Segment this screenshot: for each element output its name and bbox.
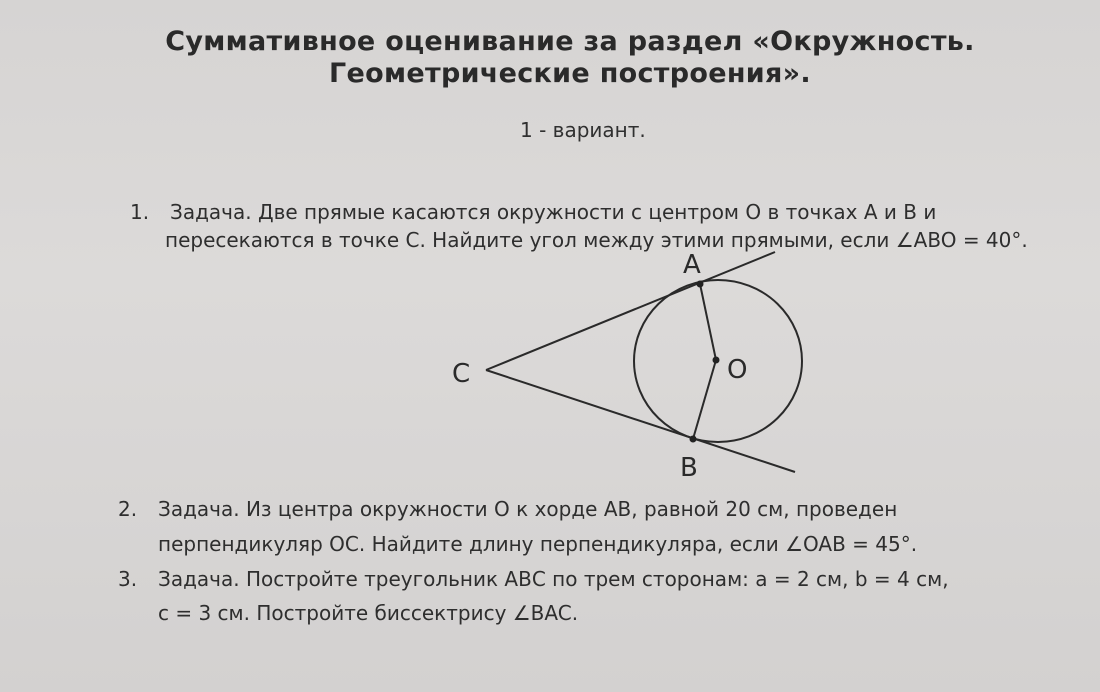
task-2-line-1: Задача. Из центра окружности О к хорде АВ, равной 20 см, проведен [158,497,898,521]
task-2-number: 2. [118,497,138,521]
task-3-line-2: c = 3 см. Постройте биссектрису ∠BAC. [158,601,579,625]
title-line-2: Геометрические построения». [329,58,811,89]
tangent-line-cb [486,370,795,472]
tangent-line-ca [486,252,775,370]
task-3-line-1: Задача. Постройте треугольник АВС по трем сторонам: a = 2 см, b = 4 см, [158,567,949,591]
label-c: C [452,359,471,389]
point-o [713,357,720,364]
task-1-line-1: Задача. Две прямые касаются окружности с центром О в точках А и В и [170,200,937,224]
task-2-line-2: перпендикуляр ОС. Найдите длину перпендикуляра, если ∠OAB = 45°. [158,532,918,556]
radius-ob [693,360,716,439]
task-3-number: 3. [118,567,138,591]
label-b: B [680,453,698,483]
task-1-number: 1. [130,200,150,224]
point-a [697,281,704,288]
label-o: O [727,355,748,385]
point-b [690,436,697,443]
variant-label: 1 - вариант. [520,118,646,142]
label-a: A [683,250,701,280]
title-line-1: Суммативное оценивание за раздел «Окружность. [165,26,975,57]
task-1-line-2: пересекаются в точке С. Найдите угол между этими прямыми, если ∠ABO = 40°. [165,228,1028,252]
radius-oa [700,284,716,360]
